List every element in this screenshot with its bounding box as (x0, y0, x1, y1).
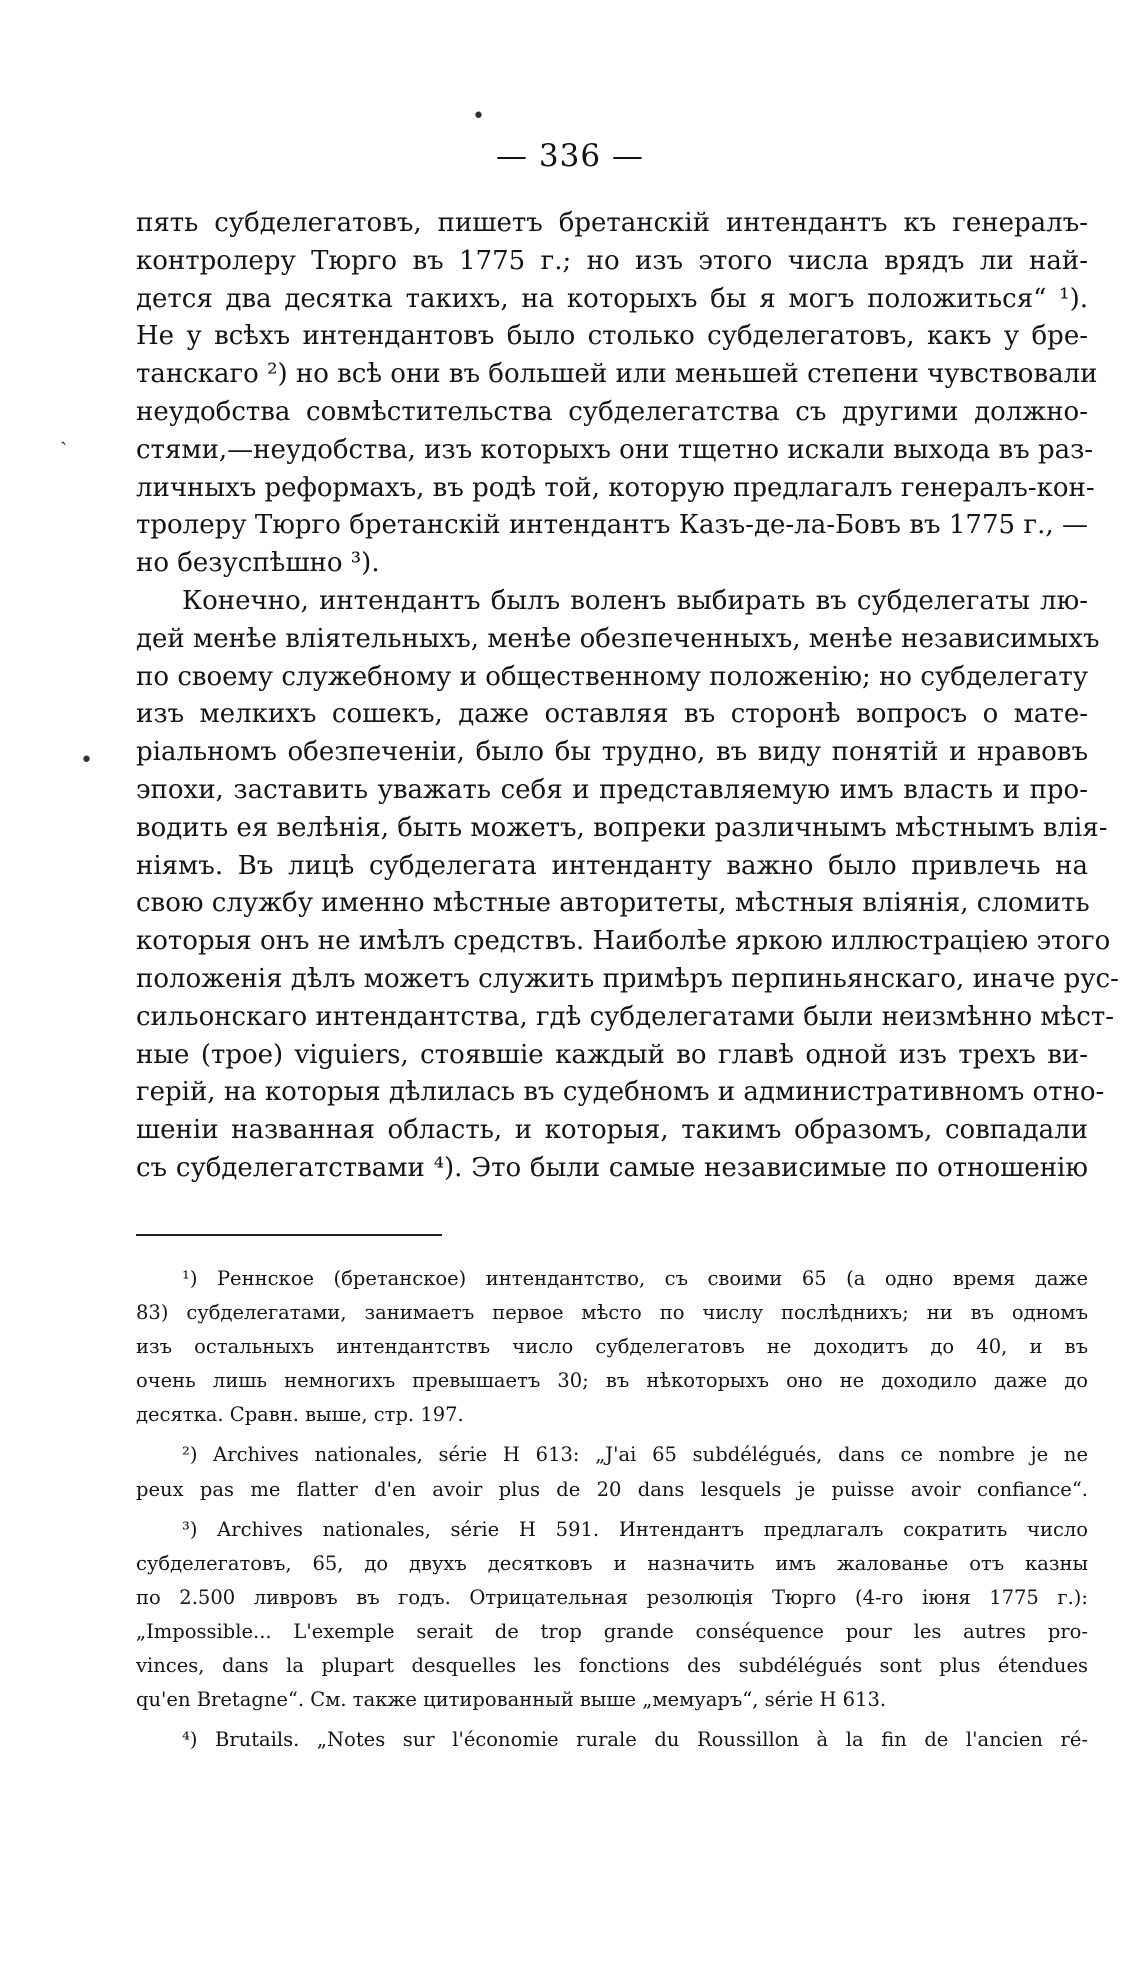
text-line: Не у всѣхъ интендантовъ было столько субделегатовъ, какъ у бре- (136, 321, 1088, 352)
text-line: изъ мелкихъ сошекъ, даже оставляя въ сторонѣ вопросъ о мате- (136, 699, 1088, 730)
footnote-line: ⁴) Brutails. „Notes sur l'économie rurale du Roussillon à la fin de l'ancien ré- (182, 1728, 1088, 1752)
page-number: — 336 — (496, 138, 644, 174)
text-line: по своему служебному и общественному положенію; но субделегату (136, 661, 1088, 692)
main-text (136, 205, 1119, 1188)
text-line: съ субделегатствами ⁴). Это были самые независимые по отношенію (136, 1152, 1088, 1183)
footnote-line: очень лишь немногихъ превышаетъ 30; въ нѣкоторыхъ оно не доходило даже до (136, 1369, 1088, 1393)
text-line: герій, на которыя дѣлилась въ судебномъ и административномъ отно- (136, 1077, 1105, 1108)
text-line: ные (трое) viguiers, стоявшіе каждый во главѣ одной изъ трехъ ви- (136, 1039, 1088, 1070)
text-line: водить ея велѣнія, быть можетъ, вопреки различнымъ мѣстнымъ влія- (136, 812, 1108, 843)
text-line: личныхъ реформахъ, въ родѣ той, которую предлагалъ генералъ-кон- (136, 472, 1095, 503)
footnote-line: vinces, dans la plupart desquelles les fonctions des subdélégués sont plus étendues (136, 1654, 1088, 1678)
footnote-line: ³) Archives nationales, série H 591. Интендантъ предлагалъ сократить число (182, 1517, 1088, 1541)
text-line: дей менѣе вліятельныхъ, менѣе обезпеченныхъ, менѣе независимыхъ (136, 623, 1100, 654)
text-line: стями,—неудобства, изъ которыхъ они тщетно искали выхода въ раз- (136, 434, 1094, 465)
text-line: положенія дѣлъ можетъ служить примѣръ перпиньянскаго, иначе рус- (136, 963, 1119, 994)
text-line: дется два десятка такихъ, на которыхъ бы я могъ положиться“ ¹). (136, 283, 1088, 314)
footnote-line: 83) субделегатами, занимаетъ первое мѣсто по числу послѣднихъ; ни въ одномъ (136, 1301, 1088, 1325)
footnote-line: ²) Archives nationales, série H 613: „J'ai 65 subdélégués, dans ce nombre je ne (182, 1443, 1088, 1467)
margin-mark-dot: • (472, 104, 485, 129)
footnote-line: „Impossible... L'exemple serait de trop grande conséquence pour les autres pro- (136, 1619, 1088, 1643)
margin-mark-bullet: • (80, 748, 93, 773)
footnotes (136, 1262, 1088, 1757)
footnote-line: ¹) Реннское (бретанское) интендантство, съ своими 65 (а одно время даже (182, 1267, 1088, 1290)
footnote-line: по 2.500 ливровъ въ годъ. Отрицательная резолюція Тюрго (4-го іюня 1775 г.): (136, 1585, 1088, 1609)
footnote-line: субделегатовъ, 65, до двухъ десятковъ и назначить имъ жалованье отъ казны (136, 1551, 1088, 1575)
text-line: тролеру Тюрго бретанскій интендантъ Казъ-де-ла-Бовъ въ 1775 г., — (136, 510, 1088, 541)
footnote-divider (136, 1234, 442, 1236)
text-line: контролеру Тюрго въ 1775 г.; но изъ этого числа врядъ ли най- (136, 245, 1088, 276)
footnote-line: десятка. Сравн. выше, стр. 197. (136, 1403, 464, 1427)
text-line: танскаго ²) но всѣ они въ большей или меньшей степени чувствовали (136, 359, 1098, 390)
text-line: Конечно, интендантъ былъ воленъ выбирать въ субделегаты лю- (182, 585, 1088, 616)
footnote-line: qu'en Bretagne“. См. также цитированный выше „мемуаръ“, série H 613. (136, 1688, 887, 1712)
footnote-line: изъ остальныхъ интендантствъ число субделегатовъ не доходитъ до 40, и въ (136, 1335, 1088, 1359)
text-line: шеніи названная область, и которыя, такимъ образомъ, совпадали (136, 1115, 1088, 1146)
text-line: неудобства совмѣстительства субделегатства съ другими должно- (136, 396, 1088, 427)
text-line: эпохи, заставить уважать себя и представляемую имъ власть и про- (136, 774, 1088, 805)
text-line: свою службу именно мѣстные авторитеты, мѣстныя вліянія, сломить (136, 888, 1090, 919)
text-line: но безуспѣшно ³). (136, 548, 380, 579)
margin-mark-tick: ˏ (60, 421, 68, 446)
text-line: которыя онъ не имѣлъ средствъ. Наиболѣе яркою иллюстраціею этого (136, 926, 1111, 957)
text-line: пять субделегатовъ, пишетъ бретанскій интендантъ къ генералъ- (136, 208, 1088, 238)
text-line: сильонскаго интендантства, гдѣ субделегатами были неизмѣнно мѣст- (136, 1001, 1114, 1032)
text-line: ніямъ. Въ лицѣ субделегата интенданту важно было привлечь на (136, 850, 1088, 881)
text-line: ріальномъ обезпеченіи, было бы трудно, въ виду понятій и нравовъ (136, 737, 1088, 768)
footnote-line: peux pas me flatter d'en avoir plus de 20 dans lesquels je puisse avoir confiance“. (136, 1477, 1088, 1501)
